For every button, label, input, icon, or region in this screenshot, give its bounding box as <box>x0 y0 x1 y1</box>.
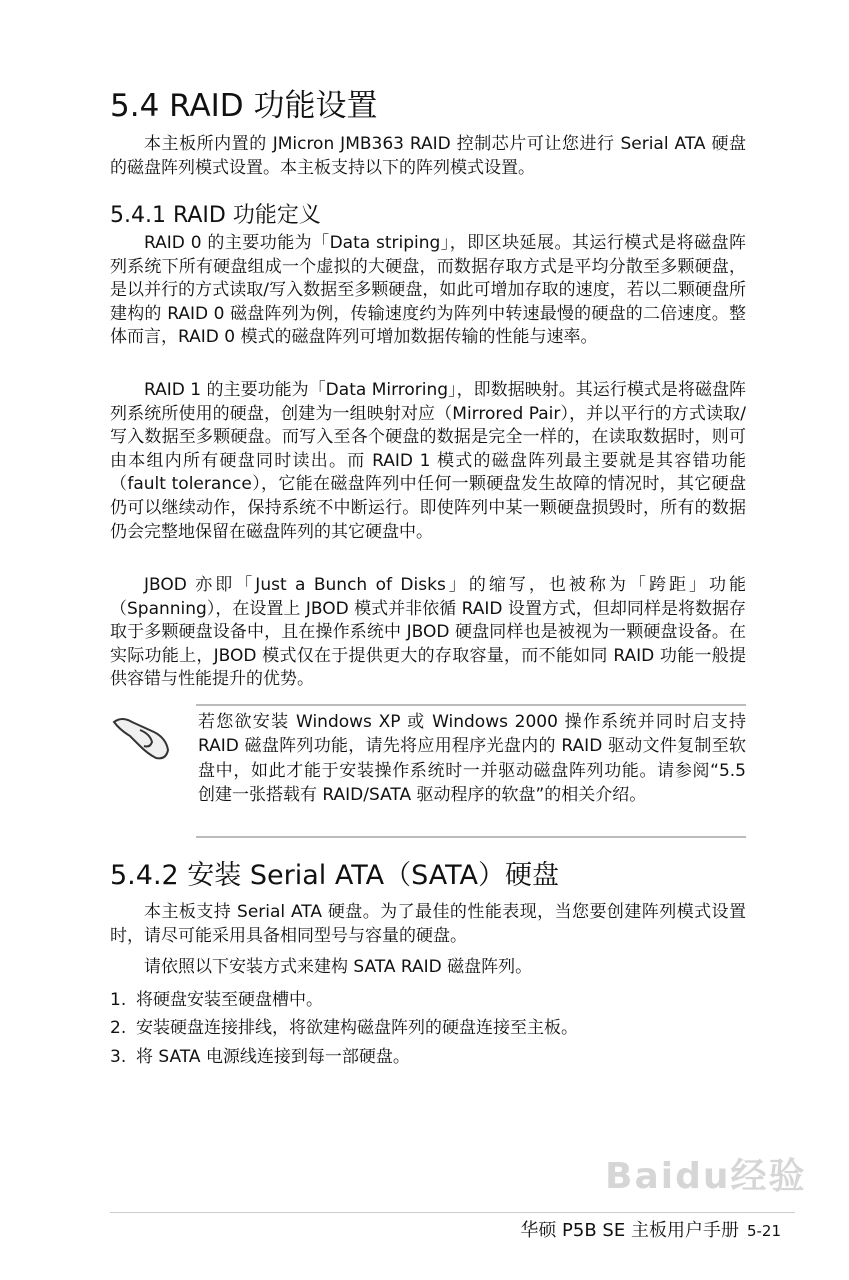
footer-divider <box>110 1212 795 1213</box>
page-number: 5-21 <box>746 1222 781 1240</box>
hand-note-icon <box>110 712 172 766</box>
section-heading-541: 5.4.1 RAID 功能定义 <box>110 203 321 228</box>
paragraph-sata-steps-intro: 请依照以下安装方式来建构 SATA RAID 磁盘阵列。 <box>144 957 533 977</box>
note-top-divider <box>196 704 746 706</box>
footer <box>520 1216 781 1242</box>
note-bottom-divider <box>196 836 746 838</box>
paragraph-raid1: RAID 1 的主要功能为「Data Mirroring」，即数据映射。其运行模式是将磁盘阵列系统所使用的硬盘，创建为一组映射对应（Mirrored Pair），并以平行的方式读取/写入数据至多颗硬盘。而写入至各个硬盘的数据是完全一样的，在读取数据时，则可由本组内所有硬盘同时读出。而 RAID 1 模式的磁盘阵列最主要就是其容错功能（fault tolerance），它能在磁盘阵列中任何一颗硬盘发生故障的情况时，其它硬盘仍可以继续动作，保持系统不中断运行。即使阵列中某一颗硬盘损毁时，所有的数据仍会完整地保留在磁盘阵列的其它硬盘中。 <box>110 380 746 542</box>
paragraph-raid0: RAID 0 的主要功能为「Data striping」，即区块延展。其运行模式是将磁盘阵列系统下所有硬盘组成一个虚拟的大硬盘，而数据存取方式是平均分散至多颗硬盘，是以并行的方式读取/写入数据至多颗硬盘，如此可增加存取的速度，若以二颗硬盘所建构的 RAID 0 磁盘阵列为例，传输速度约为阵列中转速最慢的硬盘的二倍速度。整体而言，RAID 0 模式的磁盘阵列可增加数据传输的性能与速率。 <box>110 233 746 348</box>
page-title: 5.4 RAID 功能设置 <box>110 88 378 124</box>
list-item: 2. 安装硬盘连接排线，将欲建构磁盘阵列的硬盘连接至主板。 <box>110 1018 578 1038</box>
paragraph-jbod: JBOD 亦即「Just a Bunch of Disks」的缩写，也被称为「跨距」功能（Spanning），在设置上 JBOD 模式并非依循 RAID 设置方式，但却同样是将数据存取于多颗硬盘设备中，且在操作系统中 JBOD 硬盘同样也是被视为一颗硬盘设备。在实际功能上，JBOD 模式仅在于提供更大的存取容量，而不能如同 RAID 功能一般提供容错与性能提升的优势。 <box>110 575 746 690</box>
intro-paragraph: 本主板所内置的 JMicron JMB363 RAID 控制芯片可让您进行 Serial ATA 硬盘的磁盘阵列模式设置。本主板支持以下的阵列模式设置。 <box>110 134 746 178</box>
baidu-watermark: Baidu经验 <box>605 1156 807 1197</box>
footer-title: 华硕 P5B SE 主板用户手册 <box>520 1220 739 1241</box>
note-text: 若您欲安装 Windows XP 或 Windows 2000 操作系统并同时启支持 RAID 磁盘阵列功能，请先将应用程序光盘内的 RAID 驱动文件复制至软盘中，如此才能于安装操作系统时一并驱动磁盘阵列功能。请参阅“5.5 创建一张搭载有 RAID/SATA 驱动程序的软盘”的相关介绍。 <box>198 712 746 806</box>
paragraph-sata-intro: 本主板支持 Serial ATA 硬盘。为了最佳的性能表现，当您要创建阵列模式设置时，请尽可能采用具备相同型号与容量的硬盘。 <box>110 902 746 946</box>
list-item: 3. 将 SATA 电源线连接到每一部硬盘。 <box>110 1047 410 1067</box>
list-item: 1. 将硬盘安装至硬盘槽中。 <box>110 990 323 1010</box>
section-heading-542: 5.4.2 安装 Serial ATA（SATA）硬盘 <box>110 860 559 891</box>
